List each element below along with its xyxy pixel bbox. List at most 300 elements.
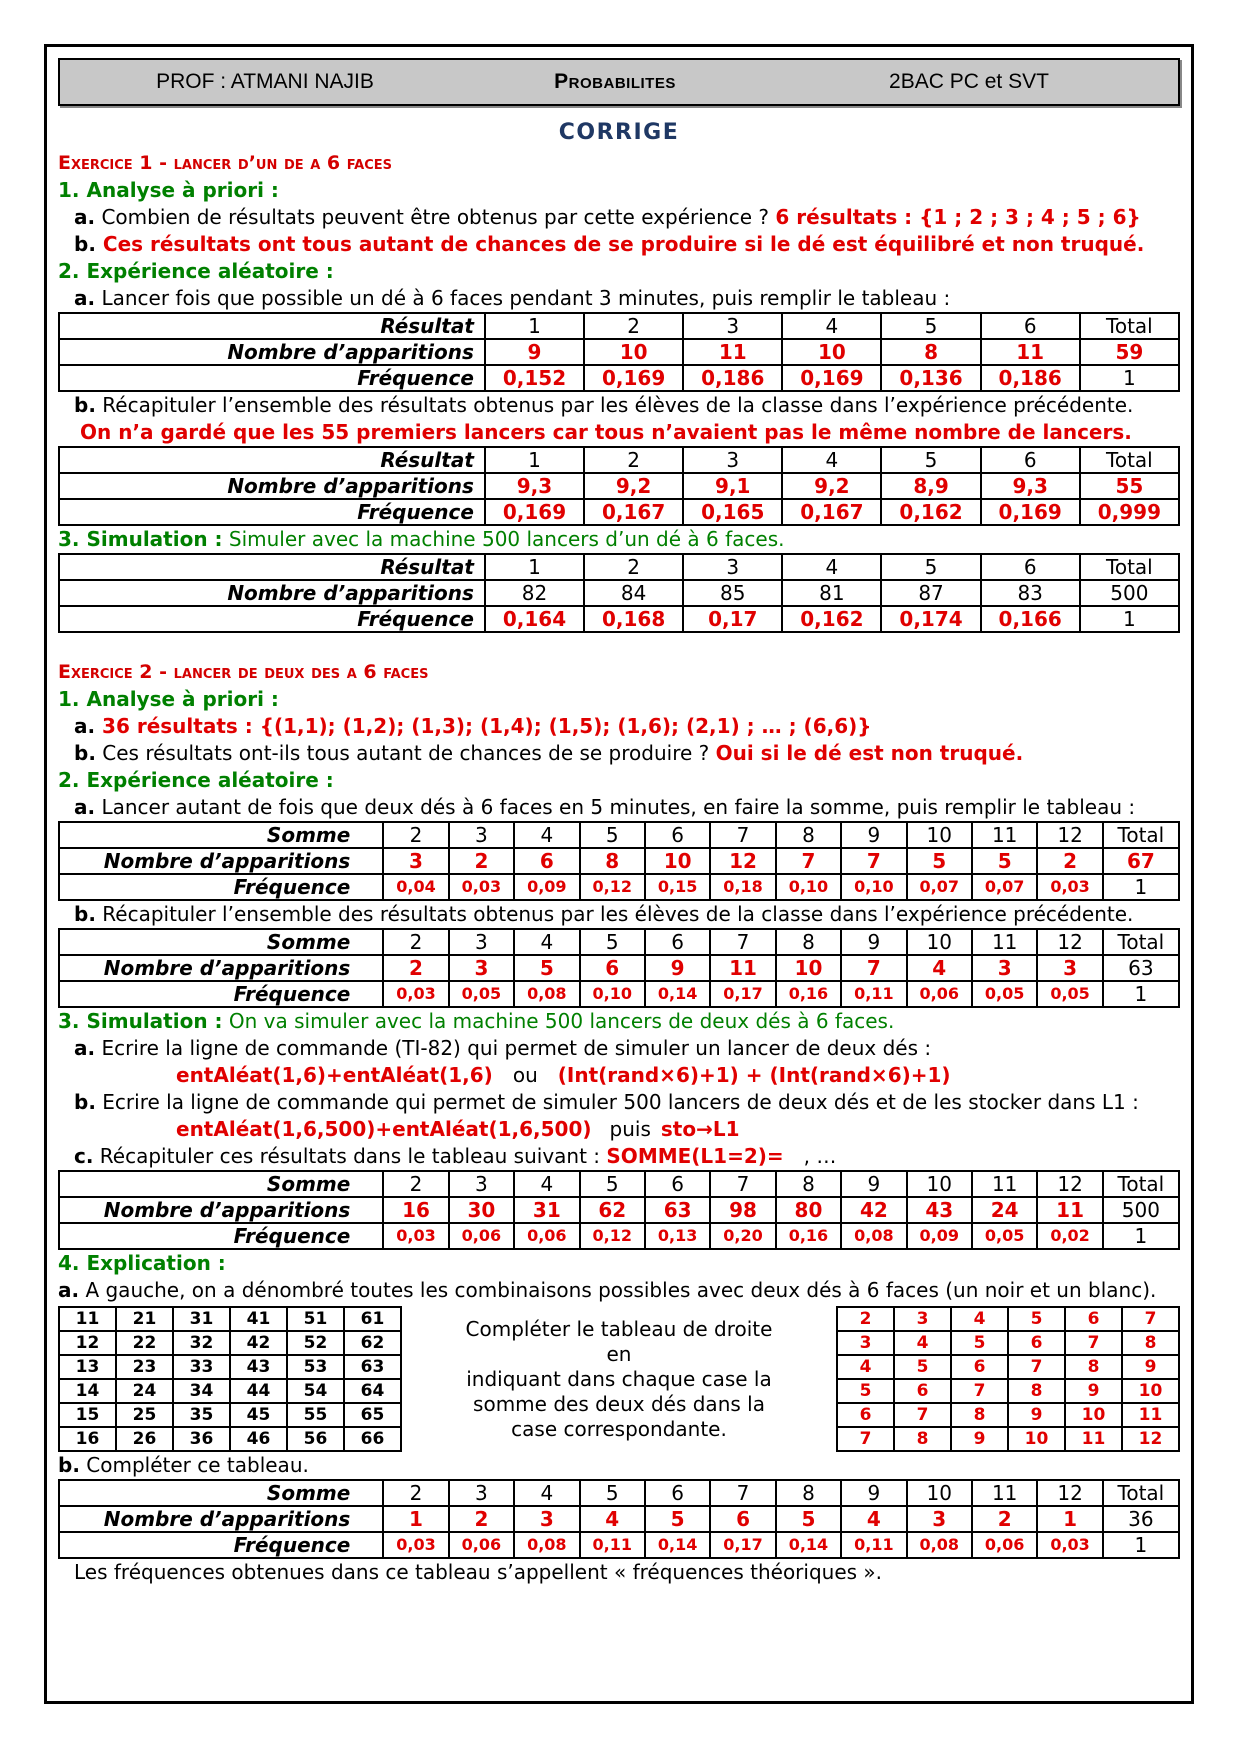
grid-cell: 13 <box>59 1355 116 1379</box>
table-cell: 0,168 <box>584 606 683 632</box>
grid-row <box>59 1379 401 1403</box>
grid-cell: 8 <box>951 1403 1008 1427</box>
table-cell: 4 <box>514 1480 579 1506</box>
instruction-line: case correspondante. <box>511 1416 727 1441</box>
grid-cell: 24 <box>116 1379 173 1403</box>
table-cell: Total <box>1103 1171 1179 1197</box>
grid-cell: 7 <box>1008 1355 1065 1379</box>
table-cell: 6 <box>981 554 1080 580</box>
table-cell: 0,03 <box>1037 874 1102 900</box>
table-cell: 5 <box>881 554 980 580</box>
sums-grid <box>836 1306 1180 1452</box>
count-row <box>59 955 1179 981</box>
ex2-section2: 2. Expérience aléatoire : <box>58 768 334 792</box>
count-row <box>59 580 1179 606</box>
grid-cell: 46 <box>230 1427 287 1451</box>
grid-cell: 56 <box>287 1427 344 1451</box>
table-cell: 0,10 <box>776 874 841 900</box>
table-cell: 0,06 <box>514 1223 579 1249</box>
table-cell: 0,14 <box>645 981 710 1007</box>
grid-cell: 8 <box>1065 1355 1122 1379</box>
ex2-cmd-line1 <box>58 1062 1180 1089</box>
table-cell: 9,3 <box>981 473 1080 499</box>
header-row <box>59 1480 1179 1506</box>
grid-cell: 5 <box>1008 1307 1065 1331</box>
grid-cell: 4 <box>951 1307 1008 1331</box>
table-cell: 0,10 <box>841 874 906 900</box>
section-text: On va simuler avec la machine 500 lancers de deux dés à 6 faces. <box>222 1009 895 1033</box>
answer: 6 résultats : {1 ; 2 ; 3 ; 4 ; 5 ; 6} <box>775 205 1141 229</box>
table-cell: 16 <box>383 1197 448 1223</box>
table-cell: 0,167 <box>782 499 881 525</box>
table-cell: 30 <box>449 1197 514 1223</box>
grid-cell: 6 <box>837 1403 894 1427</box>
grid-row <box>59 1331 401 1355</box>
table-cell: 0,186 <box>683 365 782 391</box>
table-cell: 0,03 <box>383 1223 448 1249</box>
ex2-q2b <box>58 901 1180 928</box>
ex1-qa <box>58 204 1180 231</box>
table-cell: 500 <box>1103 1197 1179 1223</box>
ex2-title: Exercice 2 - lancer de deux des a 6 faces <box>58 661 429 683</box>
q-label: a. <box>74 205 96 229</box>
frequency-row <box>59 1223 1179 1249</box>
grid-cell: 26 <box>116 1427 173 1451</box>
q-text: Récapituler l’ensemble des résultats obtenus par les élèves de la classe dans l’expérience précédente. <box>95 393 1134 417</box>
table-cell: 3 <box>683 313 782 339</box>
table-cell: 10 <box>907 1171 972 1197</box>
table-cell: 0,169 <box>584 365 683 391</box>
table-cell: 0,11 <box>841 1532 906 1558</box>
count-row <box>59 1197 1179 1223</box>
section-label: 3. Simulation : <box>58 527 223 551</box>
table-cell: Total <box>1080 313 1179 339</box>
grid-row <box>837 1403 1179 1427</box>
table-cell: 1 <box>1080 365 1179 391</box>
table-cell: 0,11 <box>841 981 906 1007</box>
table-cell: 3 <box>449 1480 514 1506</box>
table-cell: 3 <box>449 1171 514 1197</box>
command: entAléat(1,6,500)+entAléat(1,6,500) <box>176 1117 592 1141</box>
grid-row <box>837 1331 1179 1355</box>
table-cell: 6 <box>645 1171 710 1197</box>
table-cell: 11 <box>972 1480 1037 1506</box>
table-cell: 8 <box>776 822 841 848</box>
table-cell: 84 <box>584 580 683 606</box>
count-row <box>59 339 1179 365</box>
grid-cell: 5 <box>837 1379 894 1403</box>
table-cell: 10 <box>782 339 881 365</box>
table-cell: 0,17 <box>683 606 782 632</box>
ex1-note: On n’a gardé que les 55 premiers lancers car tous n’avaient pas le même nombre de lancers. <box>80 420 1132 444</box>
table-cell: 62 <box>580 1197 645 1223</box>
grid-cell: 3 <box>894 1307 951 1331</box>
grid-cell: 36 <box>173 1427 230 1451</box>
table-cell: 0,09 <box>907 1223 972 1249</box>
q-label: b. <box>74 232 96 256</box>
answer: Oui si le dé est non truqué. <box>715 741 1024 765</box>
table-cell: 6 <box>981 447 1080 473</box>
grid-cell: 5 <box>951 1331 1008 1355</box>
grid-row <box>59 1355 401 1379</box>
table-cell: 2 <box>383 1480 448 1506</box>
table-cell: 9 <box>841 822 906 848</box>
table-cell: 3 <box>683 447 782 473</box>
grid-cell: 15 <box>59 1403 116 1427</box>
table-cell: 0,04 <box>383 874 448 900</box>
grid-cell: 9 <box>1008 1403 1065 1427</box>
table-cell: 0,05 <box>1037 981 1102 1007</box>
q-text: Compléter ce tableau. <box>79 1453 309 1477</box>
table-cell: 9,2 <box>584 473 683 499</box>
ex1-q2b <box>58 392 1180 419</box>
ex2-table3 <box>58 1170 1180 1250</box>
table-cell: 3 <box>972 955 1037 981</box>
section-label: 3. Simulation : <box>58 1009 223 1033</box>
table-cell: 8 <box>580 848 645 874</box>
table-cell: 5 <box>514 955 579 981</box>
header-prof: PROF : ATMANI NAJIB <box>156 70 374 93</box>
instruction-line: indiquant dans chaque case la <box>466 1366 772 1391</box>
conj: ou <box>512 1063 538 1087</box>
q-label: b. <box>74 902 96 926</box>
grid-cell: 52 <box>287 1331 344 1355</box>
grid-cell: 43 <box>230 1355 287 1379</box>
table-cell: 8,9 <box>881 473 980 499</box>
table-cell: 4 <box>782 554 881 580</box>
table-cell: 3 <box>449 929 514 955</box>
table-cell: 1 <box>383 1506 448 1532</box>
ex2-section3 <box>58 1008 1180 1035</box>
table-cell: 9,3 <box>485 473 584 499</box>
page-title: CORRIGE <box>558 120 680 145</box>
table-cell: 36 <box>1103 1506 1179 1532</box>
table-cell: 4 <box>782 447 881 473</box>
ex2-table2 <box>58 928 1180 1008</box>
grid-cell: 23 <box>116 1355 173 1379</box>
table-cell: 0,169 <box>981 499 1080 525</box>
table-cell: 5 <box>881 447 980 473</box>
instruction-text <box>454 1317 784 1442</box>
ex1-section3 <box>58 526 1180 553</box>
table-cell: 12 <box>1037 1480 1102 1506</box>
grid-cell: 55 <box>287 1403 344 1427</box>
table-cell: 2 <box>383 1171 448 1197</box>
table-cell: 0,09 <box>514 874 579 900</box>
frequency-row <box>59 606 1179 632</box>
table-cell: 8 <box>776 1480 841 1506</box>
section-text: Simuler avec la machine 500 lancers d’un dé à 6 faces. <box>222 527 785 551</box>
explanation-row <box>58 1306 1180 1452</box>
table-cell: 5 <box>645 1506 710 1532</box>
grid-cell: 54 <box>287 1379 344 1403</box>
table-cell: 0,06 <box>972 1532 1037 1558</box>
grid-cell: 6 <box>894 1379 951 1403</box>
grid-cell: 66 <box>344 1427 401 1451</box>
grid-cell: 9 <box>1122 1355 1179 1379</box>
table-cell: 5 <box>907 848 972 874</box>
frequency-row <box>59 1532 1179 1558</box>
ex2-table1 <box>58 821 1180 901</box>
table-cell: 10 <box>907 929 972 955</box>
ex2-qa <box>58 713 1180 740</box>
row-label: Nombre d’apparitions <box>59 473 485 499</box>
command: sto→L1 <box>660 1117 740 1141</box>
header-level: 2BAC PC et SVT <box>889 70 1049 93</box>
grid-cell: 44 <box>230 1379 287 1403</box>
table-cell: 42 <box>841 1197 906 1223</box>
row-label: Nombre d’apparitions <box>59 339 485 365</box>
grid-cell: 16 <box>59 1427 116 1451</box>
table-cell: 0,18 <box>710 874 775 900</box>
count-row <box>59 848 1179 874</box>
header-row <box>59 822 1179 848</box>
row-label: Résultat <box>59 313 485 339</box>
table-cell: 87 <box>881 580 980 606</box>
table-cell: 0,08 <box>514 981 579 1007</box>
ex1-table2 <box>58 446 1180 526</box>
grid-cell: 10 <box>1008 1427 1065 1451</box>
q-label: b. <box>74 1090 96 1114</box>
grid-cell: 11 <box>1065 1427 1122 1451</box>
table-cell: 0,17 <box>710 1532 775 1558</box>
count-row <box>59 473 1179 499</box>
grid-row <box>837 1379 1179 1403</box>
table-cell: Total <box>1080 447 1179 473</box>
grid-cell: 45 <box>230 1403 287 1427</box>
q-text: Récapituler ces résultats dans le tableau suivant : <box>93 1144 607 1168</box>
combinations-grid <box>58 1306 402 1452</box>
ex2-section1: 1. Analyse à priori : <box>58 687 279 711</box>
grid-cell: 11 <box>59 1307 116 1331</box>
q-label: b. <box>74 741 96 765</box>
table-cell: 98 <box>710 1197 775 1223</box>
table-cell: 3 <box>907 1506 972 1532</box>
table-cell: 3 <box>683 554 782 580</box>
ex1-q2a <box>58 285 1180 312</box>
table-cell: 1 <box>485 447 584 473</box>
grid-cell: 6 <box>1065 1307 1122 1331</box>
document-page <box>58 58 1180 1586</box>
table-cell: 0,17 <box>710 981 775 1007</box>
grid-cell: 34 <box>173 1379 230 1403</box>
table-cell: 6 <box>580 955 645 981</box>
header-subject: Probabilites <box>554 70 676 93</box>
table-cell: 0,02 <box>1037 1223 1102 1249</box>
q-label: a. <box>74 1036 96 1060</box>
table-cell: 0,14 <box>776 1532 841 1558</box>
table-cell: 0,16 <box>776 1223 841 1249</box>
table-cell: 0,07 <box>907 874 972 900</box>
table-cell: 4 <box>782 313 881 339</box>
table-cell: 0,13 <box>645 1223 710 1249</box>
row-label: Nombre d’apparitions <box>59 1506 383 1532</box>
grid-cell: 33 <box>173 1355 230 1379</box>
q-label: c. <box>74 1144 94 1168</box>
grid-cell: 62 <box>344 1331 401 1355</box>
table-cell: 9 <box>841 1171 906 1197</box>
table-cell: 4 <box>580 1506 645 1532</box>
grid-cell: 9 <box>951 1427 1008 1451</box>
q-text: Ecrire la ligne de commande (TI-82) qui permet de simuler un lancer de deux dés : <box>95 1036 932 1060</box>
table-cell: 6 <box>981 313 1080 339</box>
table-cell: 43 <box>907 1197 972 1223</box>
command: entAléat(1,6)+entAléat(1,6) <box>176 1063 493 1087</box>
table-cell: 5 <box>972 848 1037 874</box>
table-cell: 7 <box>710 1171 775 1197</box>
table-cell: 63 <box>1103 955 1179 981</box>
grid-row <box>59 1403 401 1427</box>
table-cell: 0,14 <box>645 1532 710 1558</box>
table-cell: 0,16 <box>776 981 841 1007</box>
ex2-qb <box>58 740 1180 767</box>
frequency-row <box>59 981 1179 1007</box>
table-cell: 0,08 <box>514 1532 579 1558</box>
table-cell: 10 <box>645 848 710 874</box>
conj: puis <box>609 1117 651 1141</box>
etc: , … <box>803 1144 837 1168</box>
table-cell: 7 <box>776 848 841 874</box>
table-cell: 0,162 <box>881 499 980 525</box>
table-cell: 0,999 <box>1080 499 1179 525</box>
ex2-cmd-line2 <box>58 1116 1180 1143</box>
table-cell: 0,06 <box>449 1223 514 1249</box>
table-cell: 0,03 <box>449 874 514 900</box>
table-cell: 9,2 <box>782 473 881 499</box>
table-cell: 0,165 <box>683 499 782 525</box>
table-cell: 12 <box>1037 929 1102 955</box>
row-label: Nombre d’apparitions <box>59 1197 383 1223</box>
grid-cell: 64 <box>344 1379 401 1403</box>
table-cell: 67 <box>1103 848 1179 874</box>
table-cell: 10 <box>584 339 683 365</box>
table-cell: 0,152 <box>485 365 584 391</box>
table-cell: Total <box>1103 1480 1179 1506</box>
row-label: Somme <box>59 822 383 848</box>
row-label: Fréquence <box>59 365 485 391</box>
table-cell: 0,05 <box>449 981 514 1007</box>
table-cell: 7 <box>841 848 906 874</box>
table-cell: 6 <box>710 1506 775 1532</box>
table-cell: 7 <box>710 822 775 848</box>
grid-cell: 42 <box>230 1331 287 1355</box>
grid-cell: 31 <box>173 1307 230 1331</box>
table-cell: 0,169 <box>485 499 584 525</box>
table-cell: 2 <box>449 1506 514 1532</box>
table-cell: 3 <box>449 822 514 848</box>
q-text: Lancer autant de fois que deux dés à 6 faces en 5 minutes, en faire la somme, puis remplir le tableau : <box>95 795 1136 819</box>
table-cell: 0,164 <box>485 606 584 632</box>
ex1-table3 <box>58 553 1180 633</box>
grid-cell: 25 <box>116 1403 173 1427</box>
q-text: A gauche, on a dénombré toutes les combinaisons possibles avec deux dés à 6 faces (un noir et un blanc). <box>79 1278 1157 1302</box>
grid-cell: 7 <box>1065 1331 1122 1355</box>
table-cell: 5 <box>580 1171 645 1197</box>
ex1-section2: 2. Expérience aléatoire : <box>58 259 334 283</box>
table-cell: 2 <box>584 447 683 473</box>
table-cell: 11 <box>972 822 1037 848</box>
table-cell: 7 <box>710 1480 775 1506</box>
table-cell: 1 <box>1103 1532 1179 1558</box>
header-row <box>59 929 1179 955</box>
table-cell: 0,10 <box>580 981 645 1007</box>
grid-cell: 2 <box>837 1307 894 1331</box>
table-cell: 63 <box>645 1197 710 1223</box>
table-cell: 9,1 <box>683 473 782 499</box>
table-cell: 6 <box>645 929 710 955</box>
instruction-line: Compléter le tableau de droite en <box>465 1316 773 1366</box>
table-cell: 2 <box>584 313 683 339</box>
table-cell: 2 <box>1037 848 1102 874</box>
grid-cell: 7 <box>951 1379 1008 1403</box>
q-label: a. <box>58 1278 80 1302</box>
table-cell: 12 <box>710 848 775 874</box>
table-cell: 11 <box>972 929 1037 955</box>
header-row <box>59 1171 1179 1197</box>
table-cell: 2 <box>383 955 448 981</box>
instruction-line: somme des deux dés dans la <box>473 1391 765 1416</box>
table-cell: 83 <box>981 580 1080 606</box>
grid-cell: 35 <box>173 1403 230 1427</box>
header-row <box>59 313 1179 339</box>
row-label: Somme <box>59 1171 383 1197</box>
table-cell: 0,06 <box>449 1532 514 1558</box>
table-cell: 0,03 <box>1037 1532 1102 1558</box>
table-cell: 7 <box>710 929 775 955</box>
ex1-title: Exercice 1 - lancer d’un de a 6 faces <box>58 152 393 174</box>
table-cell: 0,03 <box>383 1532 448 1558</box>
grid-cell: 51 <box>287 1307 344 1331</box>
grid-cell: 11 <box>1122 1403 1179 1427</box>
row-label: Résultat <box>59 554 485 580</box>
ex2-q4b <box>58 1452 1180 1479</box>
grid-cell: 3 <box>837 1331 894 1355</box>
table-cell: 10 <box>907 1480 972 1506</box>
table-cell: 1 <box>1103 981 1179 1007</box>
table-cell: 0,12 <box>580 874 645 900</box>
table-cell: 0,20 <box>710 1223 775 1249</box>
table-cell: 1 <box>485 554 584 580</box>
table-cell: 2 <box>383 822 448 848</box>
grid-cell: 8 <box>1008 1379 1065 1403</box>
table-cell: 1 <box>1037 1506 1102 1532</box>
command: SOMME(L1=2)= <box>606 1144 784 1168</box>
table-cell: Total <box>1103 929 1179 955</box>
table-cell: 11 <box>710 955 775 981</box>
table-cell: 80 <box>776 1197 841 1223</box>
ex2-table4 <box>58 1479 1180 1559</box>
table-cell: 0,136 <box>881 365 980 391</box>
table-cell: 81 <box>782 580 881 606</box>
table-cell: 9 <box>841 929 906 955</box>
table-cell: 0,05 <box>972 981 1037 1007</box>
table-cell: 5 <box>580 822 645 848</box>
grid-cell: 8 <box>1122 1331 1179 1355</box>
table-cell: 24 <box>972 1197 1037 1223</box>
grid-cell: 8 <box>894 1427 951 1451</box>
q-label: b. <box>74 393 96 417</box>
table-cell: 9 <box>645 955 710 981</box>
grid-row <box>837 1355 1179 1379</box>
q-text: Combien de résultats peuvent être obtenus par cette expérience ? <box>95 205 776 229</box>
table-cell: 0,174 <box>881 606 980 632</box>
table-cell: 6 <box>514 848 579 874</box>
grid-cell: 61 <box>344 1307 401 1331</box>
table-cell: 0,12 <box>580 1223 645 1249</box>
q-label: a. <box>74 714 96 738</box>
grid-row <box>59 1427 401 1451</box>
table-cell: 0,03 <box>383 981 448 1007</box>
